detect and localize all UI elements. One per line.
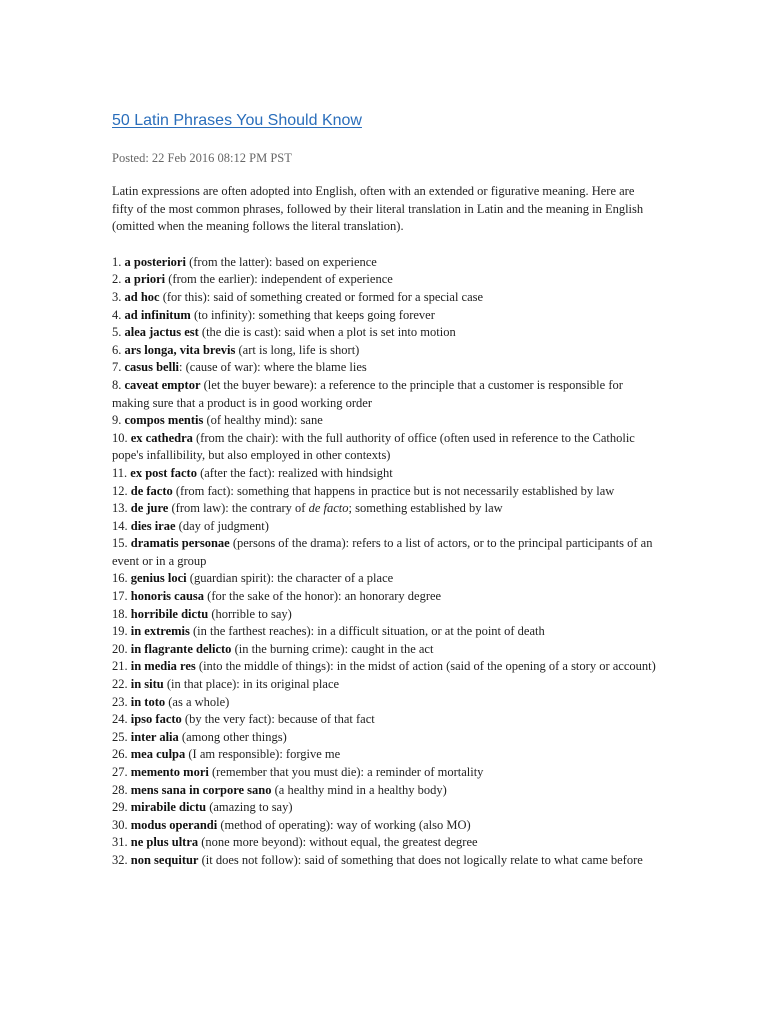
- latin-term: non sequitur: [130, 852, 199, 867]
- latin-term: compos mentis: [124, 413, 204, 428]
- latin-term: de jure: [130, 501, 169, 516]
- translation-text: (in the burning crime): caught in the act: [231, 641, 434, 656]
- latin-term: in flagrante delicto: [130, 641, 232, 656]
- translation-text: (none more beyond): without equal, the greatest degree: [198, 835, 478, 850]
- translation-text: (horrible to say): [208, 606, 292, 621]
- list-item-number: 19.: [112, 624, 128, 639]
- translation-text: (amazing to say): [206, 800, 293, 815]
- posted-date: Posted: 22 Feb 2016 08:12 PM PST: [112, 151, 292, 165]
- list-item: [112, 746, 657, 764]
- latin-term: in media res: [130, 659, 196, 674]
- list-item: [112, 623, 657, 641]
- translation-text: (day of judgment): [175, 518, 269, 533]
- translation-text: : (cause of war): where the blame lies: [179, 360, 367, 375]
- list-item: [112, 324, 657, 342]
- list-item: [112, 676, 657, 694]
- list-item: [112, 254, 657, 272]
- list-item: [112, 570, 657, 588]
- list-item-number: 25.: [112, 729, 128, 744]
- list-item-number: 5.: [112, 325, 122, 340]
- list-item-number: 15.: [112, 536, 128, 551]
- list-item: [112, 289, 657, 307]
- list-item: [112, 483, 657, 501]
- list-item: [112, 430, 657, 465]
- translation-text: (art is long, life is short): [235, 342, 360, 357]
- translation-text: (from fact): something that happens in practice but is not necessarily established by law: [172, 483, 615, 498]
- intro-paragraph: Latin expressions are often adopted into English, often with an extended or figurative meaning. Here are fifty of the most common phrases, followed by their literal translation in Latin and the meaning in English (omitted when the meaning follows the literal translation).: [112, 184, 644, 234]
- list-item-number: 23.: [112, 694, 128, 709]
- translation-text: (after the fact): realized with hindsight: [196, 465, 393, 480]
- translation-text: (of healthy mind): sane: [203, 413, 323, 428]
- latin-term: ad infinitum: [124, 307, 191, 322]
- list-item: [112, 342, 657, 360]
- list-item: [112, 307, 657, 325]
- list-item: [112, 500, 657, 518]
- list-item-number: 10.: [112, 430, 128, 445]
- list-item-number: 20.: [112, 641, 128, 656]
- list-item-number: 2.: [112, 272, 122, 287]
- list-item-number: 18.: [112, 606, 128, 621]
- translation-text: (guardian spirit): the character of a place: [186, 571, 394, 586]
- list-item-number: 32.: [112, 852, 128, 867]
- list-item: [112, 782, 657, 800]
- translation-text: (in the farthest reaches): in a difficult situation, or at the point of death: [189, 624, 545, 639]
- list-item-number: 6.: [112, 342, 122, 357]
- list-item: [112, 817, 657, 835]
- list-item-number: 27.: [112, 765, 128, 779]
- latin-term: casus belli: [124, 360, 180, 375]
- translation-text: (from the chair): with the full authority of office (often used in reference to the Catholic pope's infallibility, but also employed in other contexts): [112, 430, 635, 463]
- latin-term: honoris causa: [130, 589, 205, 604]
- list-item-number: 14.: [112, 518, 128, 533]
- list-item-number: 9.: [112, 413, 122, 428]
- translation-text: (by the very fact): because of that fact: [181, 712, 375, 727]
- latin-term: in extremis: [130, 624, 190, 639]
- list-item-number: 31.: [112, 835, 128, 850]
- list-item-number: 26.: [112, 747, 128, 762]
- translation-text: (I am responsible): forgive me: [185, 747, 341, 762]
- latin-term: genius loci: [130, 571, 187, 586]
- list-item: [112, 271, 657, 289]
- latin-term: ars longa, vita brevis: [124, 342, 236, 357]
- latin-term: ad hoc: [124, 289, 160, 304]
- latin-term: ex post facto: [130, 465, 197, 480]
- italic-term: de facto: [308, 501, 349, 516]
- latin-term: a priori: [124, 272, 166, 287]
- list-item-number: 28.: [112, 782, 128, 797]
- list-item-number: 4.: [112, 307, 122, 322]
- translation-text: (among other things): [178, 729, 287, 744]
- article: [112, 110, 657, 870]
- phrase-list: [112, 254, 657, 870]
- translation-text: (a healthy mind in a healthy body): [271, 782, 447, 797]
- list-item: [112, 834, 657, 852]
- list-item: [112, 641, 657, 659]
- list-item-number: 1.: [112, 254, 122, 269]
- translation-text: (from law): the contrary of: [168, 501, 309, 516]
- list-item-number: 21.: [112, 659, 128, 674]
- list-item-number: 12.: [112, 483, 128, 498]
- latin-term: a posteriori: [124, 254, 186, 269]
- list-item-number: 29.: [112, 800, 128, 815]
- article-title-link[interactable]: 50 Latin Phrases You Should Know: [112, 112, 362, 129]
- latin-term: in toto: [130, 694, 166, 709]
- latin-term: dies irae: [130, 518, 176, 533]
- translation-text: (to infinity): something that keeps going forever: [190, 307, 435, 322]
- list-item: [112, 799, 657, 817]
- translation-text: (remember that you must die): a reminder of mortality: [208, 765, 484, 779]
- latin-term: modus operandi: [130, 817, 218, 832]
- list-item-number: 7.: [112, 360, 122, 375]
- translation-text: (method of operating): way of working (also MO): [217, 817, 471, 832]
- list-item-number: 30.: [112, 817, 128, 832]
- list-item-number: 3.: [112, 289, 122, 304]
- latin-term: mirabile dictu: [130, 800, 207, 815]
- latin-term: in situ: [130, 677, 164, 692]
- translation-text: (the die is cast): said when a plot is set into motion: [198, 325, 456, 340]
- translation-text: (persons of the drama): refers to a list of actors, or to the principal participants of an event or in a group: [112, 536, 653, 568]
- list-item: [112, 412, 657, 430]
- list-item-number: 24.: [112, 712, 128, 727]
- latin-term: ex cathedra: [130, 430, 193, 445]
- translation-text: (for the sake of the honor): an honorary degree: [204, 589, 442, 604]
- list-item: [112, 465, 657, 483]
- translation-text: (for this): said of something created or formed for a special case: [159, 289, 484, 304]
- list-item-number: 16.: [112, 571, 128, 586]
- list-item: [112, 711, 657, 729]
- list-item-number: 8.: [112, 377, 122, 392]
- translation-text: (it does not follow): said of something that does not logically relate to what came before: [198, 852, 643, 867]
- list-item: [112, 359, 657, 377]
- translation-text: (in that place): in its original place: [163, 677, 340, 692]
- latin-term: alea jactus est: [124, 325, 199, 340]
- translation-text: (let the buyer beware): a reference to the principle that a customer is responsible for making sure that a product is in good working order: [112, 377, 623, 410]
- latin-term: ne plus ultra: [130, 835, 199, 850]
- latin-term: caveat emptor: [124, 377, 201, 392]
- list-item: [112, 535, 657, 570]
- list-item-number: 11.: [112, 465, 128, 480]
- latin-term: dramatis personae: [130, 536, 230, 551]
- latin-term: inter alia: [130, 729, 179, 744]
- latin-term: memento mori: [130, 765, 209, 779]
- list-item: [112, 729, 657, 747]
- latin-term: horribile dictu: [130, 606, 209, 621]
- latin-term: mens sana in corpore sano: [130, 782, 272, 797]
- list-item-number: 17.: [112, 589, 128, 604]
- list-item: [112, 377, 657, 412]
- translation-text: (as a whole): [165, 694, 230, 709]
- translation-text-continued: ; something established by law: [348, 501, 503, 516]
- translation-text: (from the earlier): independent of experience: [165, 272, 393, 287]
- list-item: [112, 764, 657, 782]
- list-item: [112, 852, 657, 870]
- translation-text: (from the latter): based on experience: [185, 254, 377, 269]
- list-item: [112, 518, 657, 536]
- latin-term: de facto: [130, 483, 173, 498]
- list-item-number: 13.: [112, 501, 128, 516]
- list-item: [112, 606, 657, 624]
- list-item: [112, 658, 657, 676]
- list-item-number: 22.: [112, 677, 128, 692]
- latin-term: mea culpa: [130, 747, 186, 762]
- list-item: [112, 588, 657, 606]
- list-item: [112, 694, 657, 712]
- latin-term: ipso facto: [130, 712, 182, 727]
- translation-text: (into the middle of things): in the midst of action (said of the opening of a story or account): [195, 659, 656, 674]
